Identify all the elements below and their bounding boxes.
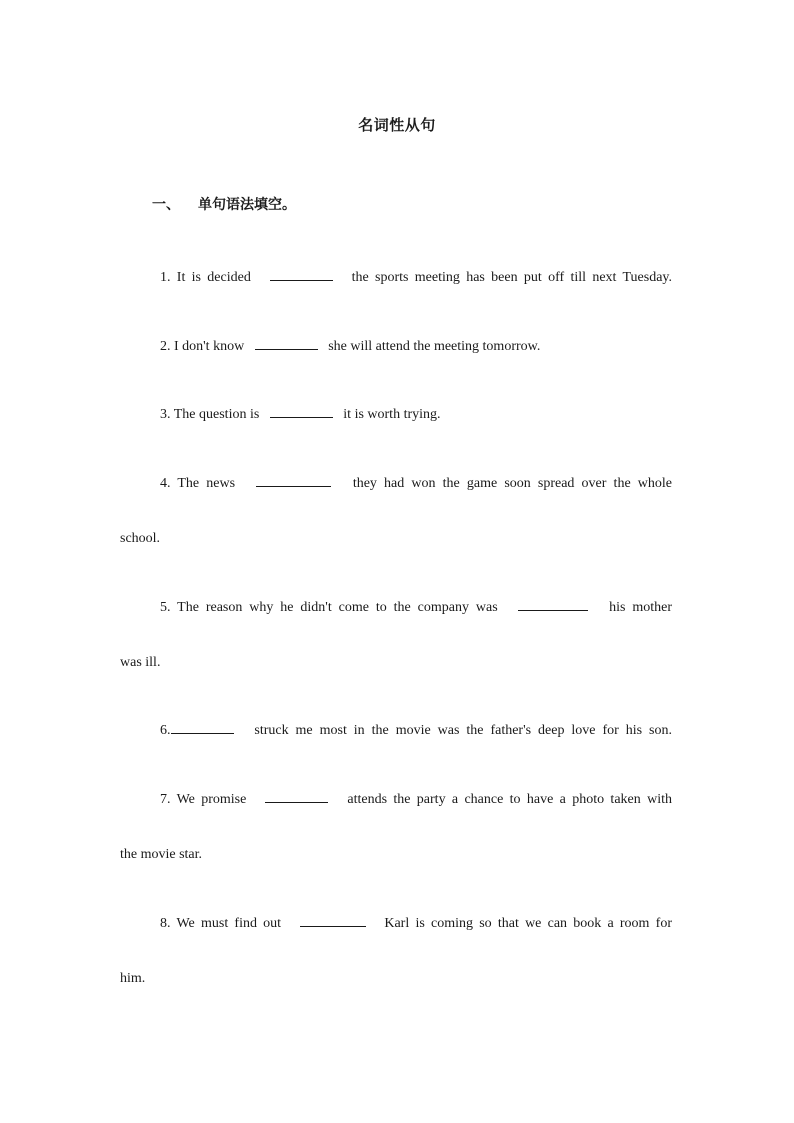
question-text-after: Karl is coming so that we can book a room for (384, 916, 672, 931)
question-text-before: 7. We promise (160, 792, 247, 807)
question-5 (120, 580, 672, 690)
question-text-after: they had won the game soon spread over the whole (352, 476, 673, 491)
question-7 (120, 772, 672, 882)
question-text-after: attends the party a chance to have a photo taken with (347, 792, 672, 807)
question-continuation: the movie star. (120, 847, 203, 862)
question-text-before: 8. We must find out (160, 916, 282, 931)
question-1 (120, 250, 672, 305)
question-line (120, 703, 672, 758)
question-text-after: the sports meeting has been put off till next Tuesday. (351, 270, 672, 285)
question-3 (120, 387, 672, 442)
page-title: 名词性从句 (358, 116, 436, 134)
answer-blank[interactable] (300, 912, 366, 927)
question-text-after: his mother (609, 600, 673, 615)
question-text-after: struck me most in the movie was the father's deep love for his son. (254, 723, 672, 738)
question-line (120, 772, 672, 827)
question-continuation: school. (120, 531, 161, 546)
answer-blank[interactable] (256, 472, 331, 487)
question-line (120, 387, 672, 442)
question-text-before: 4. The news (160, 476, 236, 491)
question-4 (120, 456, 672, 566)
question-2 (120, 319, 672, 374)
answer-blank[interactable] (265, 788, 328, 803)
question-continuation: was ill. (120, 655, 161, 670)
question-text-before: 5. The reason why he didn't come to the company was (160, 600, 498, 615)
answer-blank[interactable] (171, 719, 234, 734)
question-6 (120, 703, 672, 758)
question-line (120, 896, 672, 951)
question-text-before: 6. (160, 723, 171, 738)
question-line (120, 580, 672, 635)
question-text-after: it is worth trying. (343, 407, 441, 422)
question-text-before: 2. I don't know (160, 339, 245, 354)
question-text-after: she will attend the meeting tomorrow. (328, 339, 541, 354)
section-heading (152, 194, 296, 214)
answer-blank[interactable] (518, 596, 588, 611)
question-text-before: 1. It is decided (160, 270, 251, 285)
question-line (120, 319, 672, 374)
question-line (120, 456, 672, 511)
question-text-before: 3. The question is (160, 407, 260, 422)
answer-blank[interactable] (255, 335, 318, 350)
question-8 (120, 896, 672, 1006)
answer-blank[interactable] (270, 403, 333, 418)
question-line (120, 250, 672, 305)
section-number: 一、 (152, 197, 180, 213)
section-label: 单句语法填空。 (198, 197, 296, 213)
answer-blank[interactable] (270, 266, 333, 281)
question-continuation: him. (120, 971, 146, 986)
